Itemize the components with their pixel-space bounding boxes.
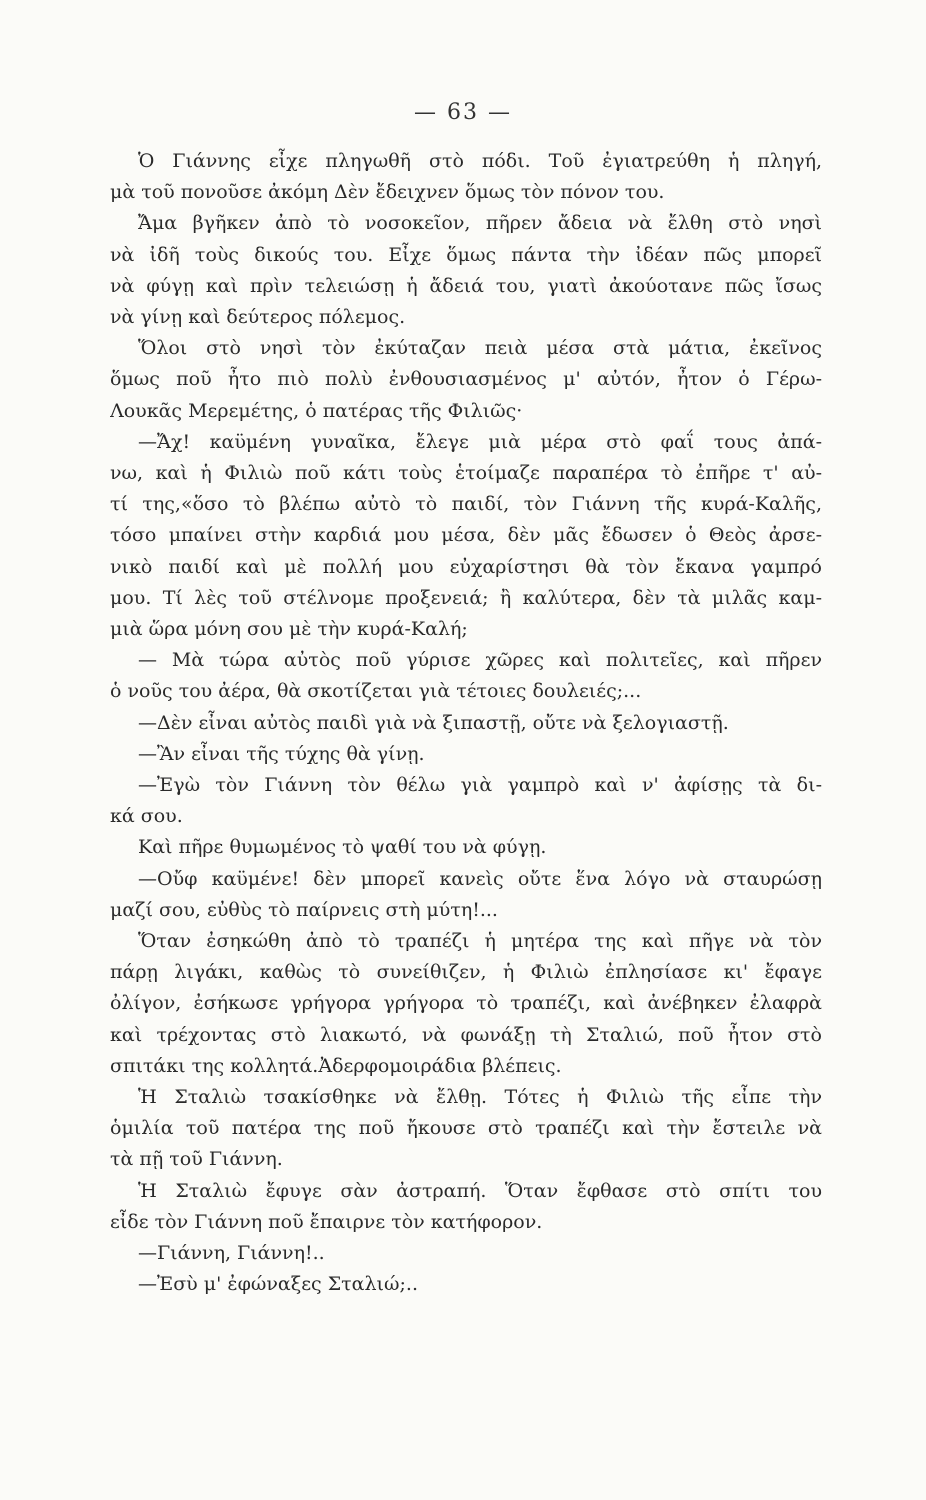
text-line: —Ἐγὼ τὸν Γιάννη τὸν θέλω γιὰ γαμπρὸ καὶ ν' ἀφίσῃς τὰ δι- (138, 774, 822, 796)
text-line: Ὅταν ἐσηκώθη ἀπὸ τὸ τραπέζι ἡ μητέρα της καὶ πῆγε νὰ τὸν (138, 930, 822, 952)
text-line: τί της,«ὅσο τὸ βλέπω αὐτὸ τὸ παιδί, τὸν Γιάννη τῆς κυρά-Καλῆς, (110, 493, 822, 515)
text-line: μὰ τοῦ πονοῦσε ἀκόμη Δὲν ἔδειχνεν ὅμως τὸν πόνον του. (110, 181, 665, 203)
text-line: νω, καὶ ἡ Φιλιὼ ποῦ κάτι τοὺς ἑτοίμαζε παραπέρα τὸ ἐπῆρε τ' αὐ- (110, 462, 822, 484)
text-line: νὰ ἰδῆ τοὺς δικούς του. Εἶχε ὅμως πάντα τὴν ἰδέαν πῶς μπορεῖ (110, 244, 822, 266)
text-line: μαζί σου, εὐθὺς τὸ παίρνεις στὴ μύτη!... (110, 899, 498, 921)
text-line: νικὸ παιδί καὶ μὲ πολλή μου εὐχαρίστησι θὰ τὸν ἔκανα γαμπρό (110, 556, 822, 578)
text-line: μιὰ ὥρα μόνη σου μὲ τὴν κυρά-Καλή; (110, 618, 468, 640)
text-line: — Μὰ τώρα αὐτὸς ποῦ γύρισε χῶρες καὶ πολιτεῖες, καὶ πῆρεν (138, 649, 822, 671)
text-line: Ὁ Γιάννης εἶχε πληγωθῆ στὸ πόδι. Τοῦ ἐγιατρεύθη ἡ πληγή, (138, 150, 822, 172)
text-line: νὰ γίνῃ καὶ δεύτερος πόλεμος. (110, 306, 406, 328)
text-line: πάρῃ λιγάκι, καθὼς τὸ συνείθιζεν, ἡ Φιλιὼ ἐπλησίασε κι' ἔφαγε (110, 961, 822, 983)
text-line: μου. Τί λὲς τοῦ στέλνομε προξενειά; ἢ καλύτερα, δὲν τὰ μιλᾶς καμ- (110, 587, 822, 609)
text-line: ὁμιλία τοῦ πατέρα της ποῦ ἤκουσε στὸ τραπέζι καὶ τὴν ἔστειλε νὰ (110, 1117, 822, 1139)
text-line: —Δὲν εἶναι αὐτὸς παιδὶ γιὰ νὰ ξιπαστῇ, οὔτε νὰ ξελογιαστῇ. (138, 712, 729, 734)
text-line: νὰ φύγῃ καὶ πρὶν τελειώσῃ ἡ ἄδειά του, γιατὶ ἀκούοτανε πῶς ἴσως (110, 275, 822, 297)
text-line: —Ἂν εἶναι τῆς τύχης θὰ γίνῃ. (138, 743, 425, 765)
text-line: ὅμως ποῦ ἦτο πιὸ πολὺ ἐνθουσιασμένος μ' αὐτόν, ἦτον ὁ Γέρω- (110, 368, 822, 390)
text-line: Ἡ Σταλιὼ ἔφυγε σὰν ἀστραπή. Ὅταν ἔφθασε στὸ σπίτι του (138, 1180, 822, 1202)
text-line: ὁ νοῦς του ἀέρα, θὰ σκοτίζεται γιὰ τέτοιες δουλειές;... (110, 680, 642, 702)
text-line: τόσο μπαίνει στὴν καρδιά μου μέσα, δὲν μᾶς ἔδωσεν ὁ Θεὸς ἀρσε- (110, 524, 822, 546)
text-line: —Γιάννη, Γιάννη!.. (138, 1242, 325, 1264)
text-line: Ἄμα βγῆκεν ἀπὸ τὸ νοσοκεῖον, πῆρεν ἄδεια νὰ ἔλθη στὸ νησὶ (138, 212, 822, 234)
text-line: Λουκᾶς Μερεμέτης, ὁ πατέρας τῆς Φιλιῶς· (110, 400, 523, 422)
text-line: εἶδε τὸν Γιάννη ποῦ ἔπαιρνε τὸν κατήφορον. (110, 1211, 543, 1233)
text-line: Ὅλοι στὸ νησὶ τὸν ἐκύταζαν πειὰ μέσα στὰ μάτια, ἐκεῖνος (138, 337, 822, 359)
text-line: σπιτάκι της κολλητά.Ἀδερφομοιράδια βλέπεις. (110, 1055, 562, 1077)
text-line: Καὶ πῆρε θυμωμένος τὸ ψαθί του νὰ φύγῃ. (138, 836, 547, 858)
text-line: —Ἄχ! καϋμένη γυναῖκα, ἔλεγε μιὰ μέρα στὸ φαΐ τους ἀπά- (138, 431, 822, 453)
text-line: κά σου. (110, 805, 183, 827)
text-line: Ἡ Σταλιὼ τσακίσθηκε νὰ ἔλθῃ. Τότες ἡ Φιλιὼ τῆς εἶπε τὴν (138, 1086, 822, 1108)
text-line: ὀλίγον, ἐσήκωσε γρήγορα γρήγορα τὸ τραπέζι, καὶ ἀνέβηκεν ἐλαφρὰ (110, 992, 822, 1014)
text-line: τὰ πῇ τοῦ Γιάννη. (110, 1148, 283, 1170)
text-line: καὶ τρέχοντας στὸ λιακωτό, νὰ φωνάξῃ τὴ Σταλιώ, ποῦ ἦτον στὸ (110, 1024, 822, 1046)
text-line: —Οὔφ καϋμένε! δὲν μπορεῖ κανεὶς οὔτε ἕνα λόγο νὰ σταυρώσῃ (138, 868, 822, 890)
page-number: — 63 — (414, 100, 512, 125)
text-line: —Ἐσὺ μ' ἐφώναξες Σταλιώ;.. (138, 1273, 418, 1295)
